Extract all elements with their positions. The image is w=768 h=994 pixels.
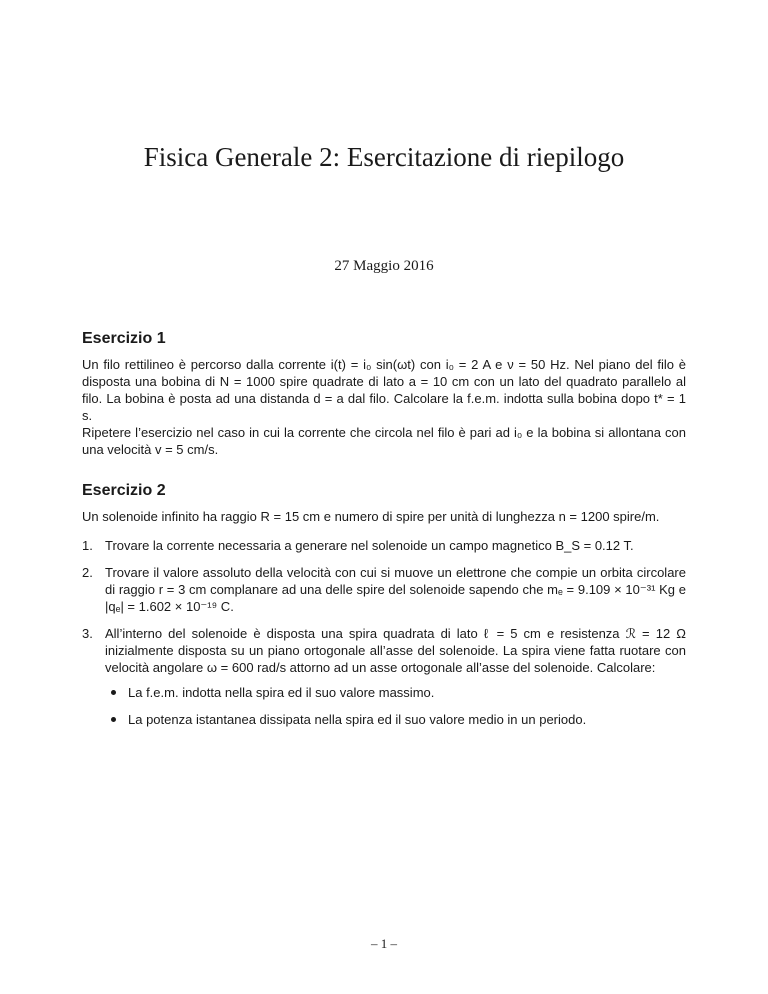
exercise-1-heading: Esercizio 1 xyxy=(82,330,166,347)
bullet-item xyxy=(105,711,686,728)
document-title: Fisica Generale 2: Esercitazione di riepilogo xyxy=(143,142,625,172)
list-item-text: Trovare il valore assoluto della velocità con cui si muove un elettrone che compie un orbita circolare di raggio r = 3 cm complanare ad una delle spire del solenoide sapendo che mₑ = 9.109 × 10⁻³¹ Kg e |qₑ| = 1.602 × 10⁻¹⁹ C. xyxy=(105,565,686,614)
list-item-number: 3. xyxy=(82,626,93,641)
bullet-item xyxy=(105,684,686,701)
bullet-text: La f.e.m. indotta nella spira ed il suo valore massimo. xyxy=(128,685,435,700)
exercise-2-list xyxy=(82,537,686,728)
exercise-2-heading: Esercizio 2 xyxy=(82,482,166,499)
bullet-icon xyxy=(111,717,116,722)
list-item-text: All’interno del solenoide è disposta una spira quadrata di lato ℓ = 5 cm e resistenza ℛ = 12 Ω inizialmente disposta su un piano ortogonale all’asse del solenoide. La spira viene fatta ruotare con velocità angolare ω = 600 rad/s attorno ad un asse ortogonale all’asse del solenoide. Calcolare: xyxy=(105,626,686,675)
bullet-text: La potenza istantanea dissipata nella spira ed il suo valore medio in un periodo. xyxy=(128,712,587,727)
list-item xyxy=(82,537,686,554)
bullet-list xyxy=(105,684,686,728)
list-item-text: Trovare la corrente necessaria a generare nel solenoide un campo magnetico B_S = 0.12 T. xyxy=(105,538,634,553)
exercise-1 xyxy=(82,330,686,458)
exercise-1-paragraph-2: Ripetere l’esercizio nel caso in cui la corrente che circola nel filo è pari ad i₀ e la bobina si allontana con una velocità v = 5 cm/s. xyxy=(82,425,686,457)
list-item xyxy=(82,564,686,615)
exercise-2 xyxy=(82,482,686,738)
list-item-number: 2. xyxy=(82,565,93,580)
list-item-number: 1. xyxy=(82,538,93,553)
page-number: – 1 – xyxy=(371,936,397,951)
list-item xyxy=(82,625,686,728)
exercise-1-paragraph-1: Un filo rettilineo è percorso dalla corrente i(t) = i₀ sin(ωt) con i₀ = 2 A e ν = 50 Hz. Nel piano del filo è disposta una bobina di N = 1000 spire quadrate di lato a = 10 cm con un lato del quadrato parallelo al filo. La bobina è posta ad una distanda d = a dal filo. Calcolare la f.e.m. indotta sulla bobina dopo t* = 1 s. xyxy=(82,357,686,423)
exercise-2-intro: Un solenoide infinito ha raggio R = 15 cm e numero di spire per unità di lunghezza n = 1200 spire/m. xyxy=(82,509,660,524)
document-date: 27 Maggio 2016 xyxy=(334,258,434,274)
bullet-icon xyxy=(111,690,116,695)
